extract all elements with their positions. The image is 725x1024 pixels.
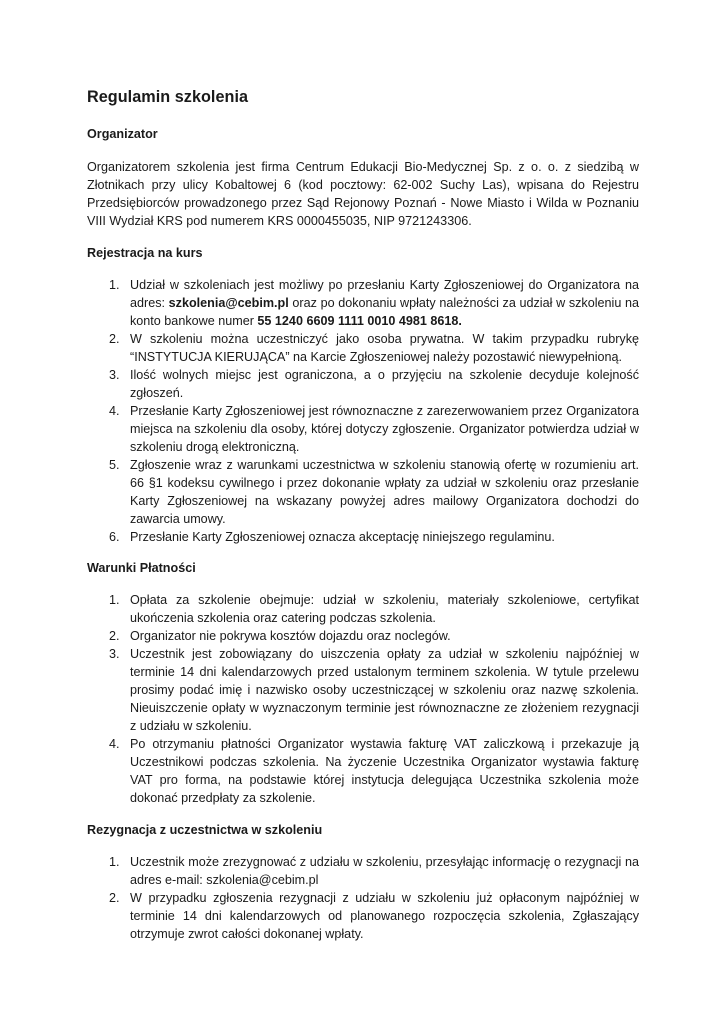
list-item-number: 4. (109, 404, 120, 418)
list-item (87, 591, 639, 627)
list-item (87, 627, 639, 645)
list-item (87, 645, 639, 735)
list-item-text: Uczestnik jest zobowiązany do uiszczenia opłaty za udział w szkoleniu najpóźniej w terminie 14 dni kalendarzowych przed ustalonym terminem szkolenia. W tytule przelewu prosimy podać imię i nazwisko osoby uczestniczącej w szkoleniu oraz nazwę szkolenia. Nieuiszczenie opłaty w wyznaczonym terminie jest równoznaczne ze złożeniem rezygnacji z udziału w szkoleniu. (130, 647, 639, 733)
list-item-number: 1. (109, 593, 120, 607)
section-heading-registration: Rejestracja na kurs (87, 246, 203, 260)
section-heading-resignation: Rezygnacja z uczestnictwa w szkoleniu (87, 823, 323, 837)
section-heading-payment: Warunki Płatności (87, 561, 196, 575)
resignation-list (87, 853, 639, 943)
bank-account-number: 55 1240 6609 1111 0010 4981 8618. (257, 314, 462, 328)
list-item (87, 735, 639, 807)
organizer-paragraph: Organizatorem szkolenia jest firma Centrum Edukacji Bio-Medycznej Sp. z o. o. z siedzibą w Złotnikach przy ulicy Kobaltowej 6 (kod pocztowy: 62-002 Suchy Las), wpisana do Rejestru Przedsiębiorców prowadzonego przez Sąd Rejonowy Poznań - Nowe Miasto i Wilda w Poznaniu VIII Wydział KRS pod numerem KRS 0000455035, NIP 9721243306. (87, 160, 639, 228)
list-item (87, 330, 639, 366)
list-item-text: Przesłanie Karty Zgłoszeniowej oznacza akceptację niniejszego regulaminu. (130, 530, 555, 544)
list-item (87, 853, 639, 889)
list-item (87, 366, 639, 402)
list-item (87, 889, 639, 943)
list-item (87, 528, 639, 546)
list-item-text: Organizator nie pokrywa kosztów dojazdu oraz noclegów. (130, 629, 451, 643)
list-item-number: 1. (109, 278, 120, 292)
list-item-number: 2. (109, 891, 120, 905)
list-item-number: 3. (109, 647, 120, 661)
document-title: Regulamin szkolenia (87, 88, 249, 106)
list-item-number: 2. (109, 629, 120, 643)
list-item (87, 276, 639, 330)
list-item-text: W przypadku zgłoszenia rezygnacji z udziału w szkoleniu już opłaconym najpóźniej w terminie 14 dni kalendarzowych od planowanego rozpoczęcia szkolenia, Zgłaszający otrzymuje zwrot całości dokonanej wpłaty. (130, 891, 639, 941)
list-item-text: Udział w szkoleniach jest możliwy po przesłaniu Karty Zgłoszeniowej do Organizatora na adres: (130, 278, 639, 310)
list-item-number: 4. (109, 737, 120, 751)
list-item-text: Uczestnik może zrezygnować z udziału w szkoleniu, przesyłając informację o rezygnacji na adres e-mail: szkolenia@cebim.pl (130, 855, 639, 887)
list-item (87, 456, 639, 528)
payment-list (87, 591, 639, 807)
list-item-number: 2. (109, 332, 120, 346)
list-item-number: 5. (109, 458, 120, 472)
list-item-number: 6. (109, 530, 120, 544)
list-item-number: 1. (109, 855, 120, 869)
list-item-number: 3. (109, 368, 120, 382)
list-item-text: Ilość wolnych miejsc jest ograniczona, a o przyjęciu na szkolenie decyduje kolejność zgłoszeń. (130, 368, 639, 400)
list-item-text: oraz po dokonaniu wpłaty należności za udział w szkoleniu na konto bankowe numer (130, 296, 639, 328)
list-item-text: Zgłoszenie wraz z warunkami uczestnictwa w szkoleniu stanowią ofertę w rozumieniu art. 66 §1 kodeksu cywilnego i przez dokonanie wpłaty za udział w szkoleniu oraz przesłanie Karty Zgłoszeniowej na wskazany powyżej adres mailowy Organizatora dochodzi do zawarcia umowy. (130, 458, 639, 526)
registration-list (87, 276, 639, 546)
list-item-text: Opłata za szkolenie obejmuje: udział w szkoleniu, materiały szkoleniowe, certyfikat ukończenia szkolenia oraz catering podczas szkolenia. (130, 593, 639, 625)
list-item-text: Po otrzymaniu płatności Organizator wystawia fakturę VAT zaliczkową i przekazuje ją Uczestnikowi podczas szkolenia. Na życzenie Uczestnika Organizator wystawia fakturę VAT pro forma, na podstawie której instytucja delegująca Uczestnika szkolenia może dokonać przedpłaty za szkolenie. (130, 737, 639, 805)
email-address: szkolenia@cebim.pl (168, 296, 289, 310)
list-item (87, 402, 639, 456)
section-heading-organizer: Organizator (87, 127, 158, 141)
list-item-text: Przesłanie Karty Zgłoszeniowej jest równoznaczne z zarezerwowaniem przez Organizatora miejsca na szkoleniu dla osoby, której dotyczy zgłoszenie. Organizator potwierdza udział w szkoleniu drogą elektroniczną. (130, 404, 639, 454)
list-item-text: W szkoleniu można uczestniczyć jako osoba prywatna. W takim przypadku rubrykę “INSTYTUCJA KIERUJĄCA” na Karcie Zgłoszeniowej należy pozostawić niewypełnioną. (130, 332, 639, 364)
